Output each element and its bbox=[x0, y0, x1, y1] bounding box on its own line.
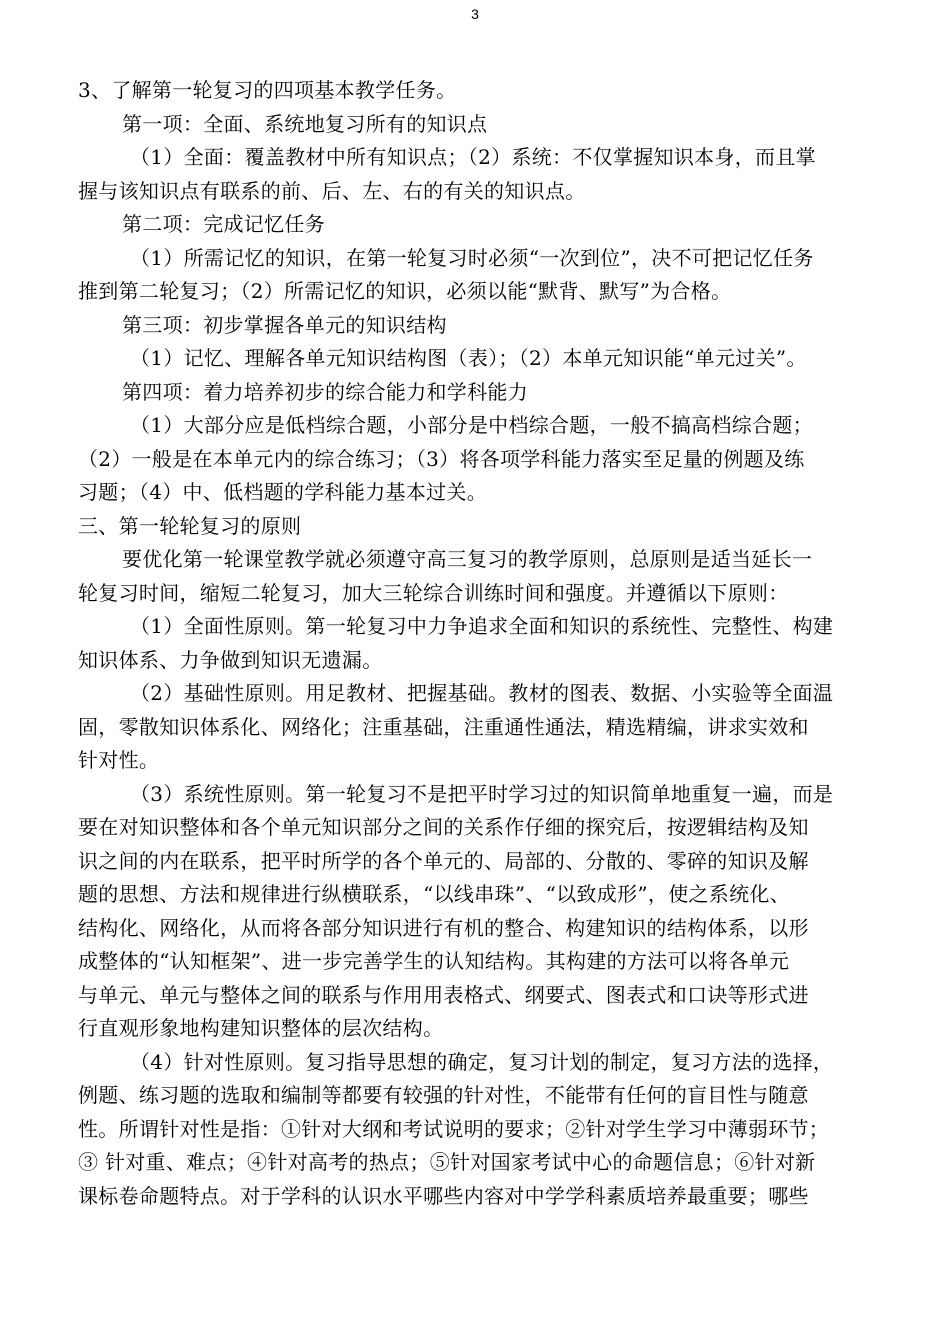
subsection-heading: 第四项：着力培养初步的综合能力和学科能力 bbox=[122, 379, 528, 404]
paragraph-line: （1）大部分应是低档综合题，小部分是中档综合题，一般不搞高档综合题； bbox=[130, 413, 813, 437]
paragraph-line: 行直观形象地构建知识整体的层次结构。 bbox=[78, 1016, 444, 1040]
paragraph-line: 习题；（4）中、低档题的学科能力基本过关。 bbox=[78, 480, 488, 504]
paragraph-line: （3）系统性原则。第一轮复习不是把平时学习过的知识简单地重复一遍，而是 bbox=[130, 781, 834, 806]
paragraph-line: 轮复习时间，缩短二轮复习，加大三轮综合训练时间和强度。并遵循以下原则： bbox=[78, 580, 789, 605]
paragraph-line: （4）针对性原则。复习指导思想的确定，复习计划的制定，复习方法的选择， bbox=[130, 1049, 834, 1074]
paragraph-line: 识之间的内在联系，把平时所学的各个单元的、局部的、分散的、零碎的知识及解 bbox=[78, 848, 809, 873]
paragraph-line: 结构化、网络化，从而将各部分知识进行有机的整合、构建知识的结构体系，以形 bbox=[78, 915, 809, 940]
paragraph-line: 要优化第一轮课堂教学就必须遵守高三复习的教学原则，总原则是适当延长一 bbox=[122, 547, 813, 571]
paragraph-line: 题的思想、方法和规律进行纵横联系，“以线串珠”、“以致成形”，使之系统化、 bbox=[78, 882, 790, 906]
section-heading: 三、第一轮轮复习的原则 bbox=[78, 513, 302, 538]
paragraph-line: 与单元、单元与整体之间的联系与作用用表格式、纲要式、图表式和口诀等形式进 bbox=[78, 982, 809, 1007]
paragraph-line: （1）记忆、理解各单元知识结构图（表）；（2）本单元知识能“单元过关”。 bbox=[130, 346, 807, 370]
paragraph-line: 针对性。 bbox=[78, 748, 160, 772]
paragraph-line: 课标卷命题特点。对于学科的认识水平哪些内容对中学学科素质培养最重要；哪些 bbox=[78, 1183, 809, 1208]
paragraph-line: 知识体系、力争做到知识无遗漏。 bbox=[78, 647, 383, 672]
subsection-heading: 第二项：完成记忆任务 bbox=[122, 212, 325, 236]
paragraph-line: 握与该知识点有联系的前、后、左、右的有关的知识点。 bbox=[78, 178, 586, 203]
paragraph-line: 要在对知识整体和各个单元知识部分之间的关系作仔细的探究后，按逻辑结构及知 bbox=[78, 815, 809, 839]
paragraph-line: （2）一般是在本单元内的综合练习；（3）将各项学科能力落实至足量的例题及练 bbox=[78, 446, 805, 471]
document-body bbox=[78, 74, 888, 1213]
paragraph-line: 成整体的“认知框架”、进一步完善学生的认知结构。其构建的方法可以将各单元 bbox=[78, 949, 790, 973]
paragraph-line: （1）全面：覆盖教材中所有知识点；（2）系统：不仅掌握知识本身，而且掌 bbox=[130, 145, 816, 169]
paragraph-line: （2）基础性原则。用足教材、把握基础。教材的图表、数据、小实验等全面温 bbox=[130, 681, 834, 705]
paragraph-line: 性。所谓针对性是指：①针对大纲和考试说明的要求；②针对学生学习中薄弱环节； bbox=[78, 1116, 830, 1141]
page-number: 3 bbox=[471, 6, 479, 22]
section-heading: 3、了解第一轮复习的四项基本教学任务。 bbox=[78, 78, 457, 102]
subsection-heading: 第一项：全面、系统地复习所有的知识点 bbox=[122, 111, 488, 136]
paragraph-line: （1）全面性原则。第一轮复习中力争追求全面和知识的系统性、完整性、构建 bbox=[130, 614, 834, 638]
paragraph-line: 固，零散知识体系化、网络化；注重基础，注重通性通法，精选精编，讲求实效和 bbox=[78, 714, 809, 739]
paragraph-line: ③ 针对重、难点；④针对高考的热点；⑤针对国家考试中心的命题信息；⑥针对新 bbox=[78, 1150, 816, 1174]
paragraph-line: 推到第二轮复习；（2）所需记忆的知识，必须以能“默背、默写”为合格。 bbox=[78, 279, 732, 303]
subsection-heading: 第三项：初步掌握各单元的知识结构 bbox=[122, 312, 447, 337]
paragraph-line: （1）所需记忆的知识，在第一轮复习时必须“一次到位”，决不可把记忆任务 bbox=[130, 245, 814, 270]
paragraph-line: 例题、练习题的选取和编制等都要有较强的针对性，不能带有任何的盲目性与随意 bbox=[78, 1083, 809, 1107]
